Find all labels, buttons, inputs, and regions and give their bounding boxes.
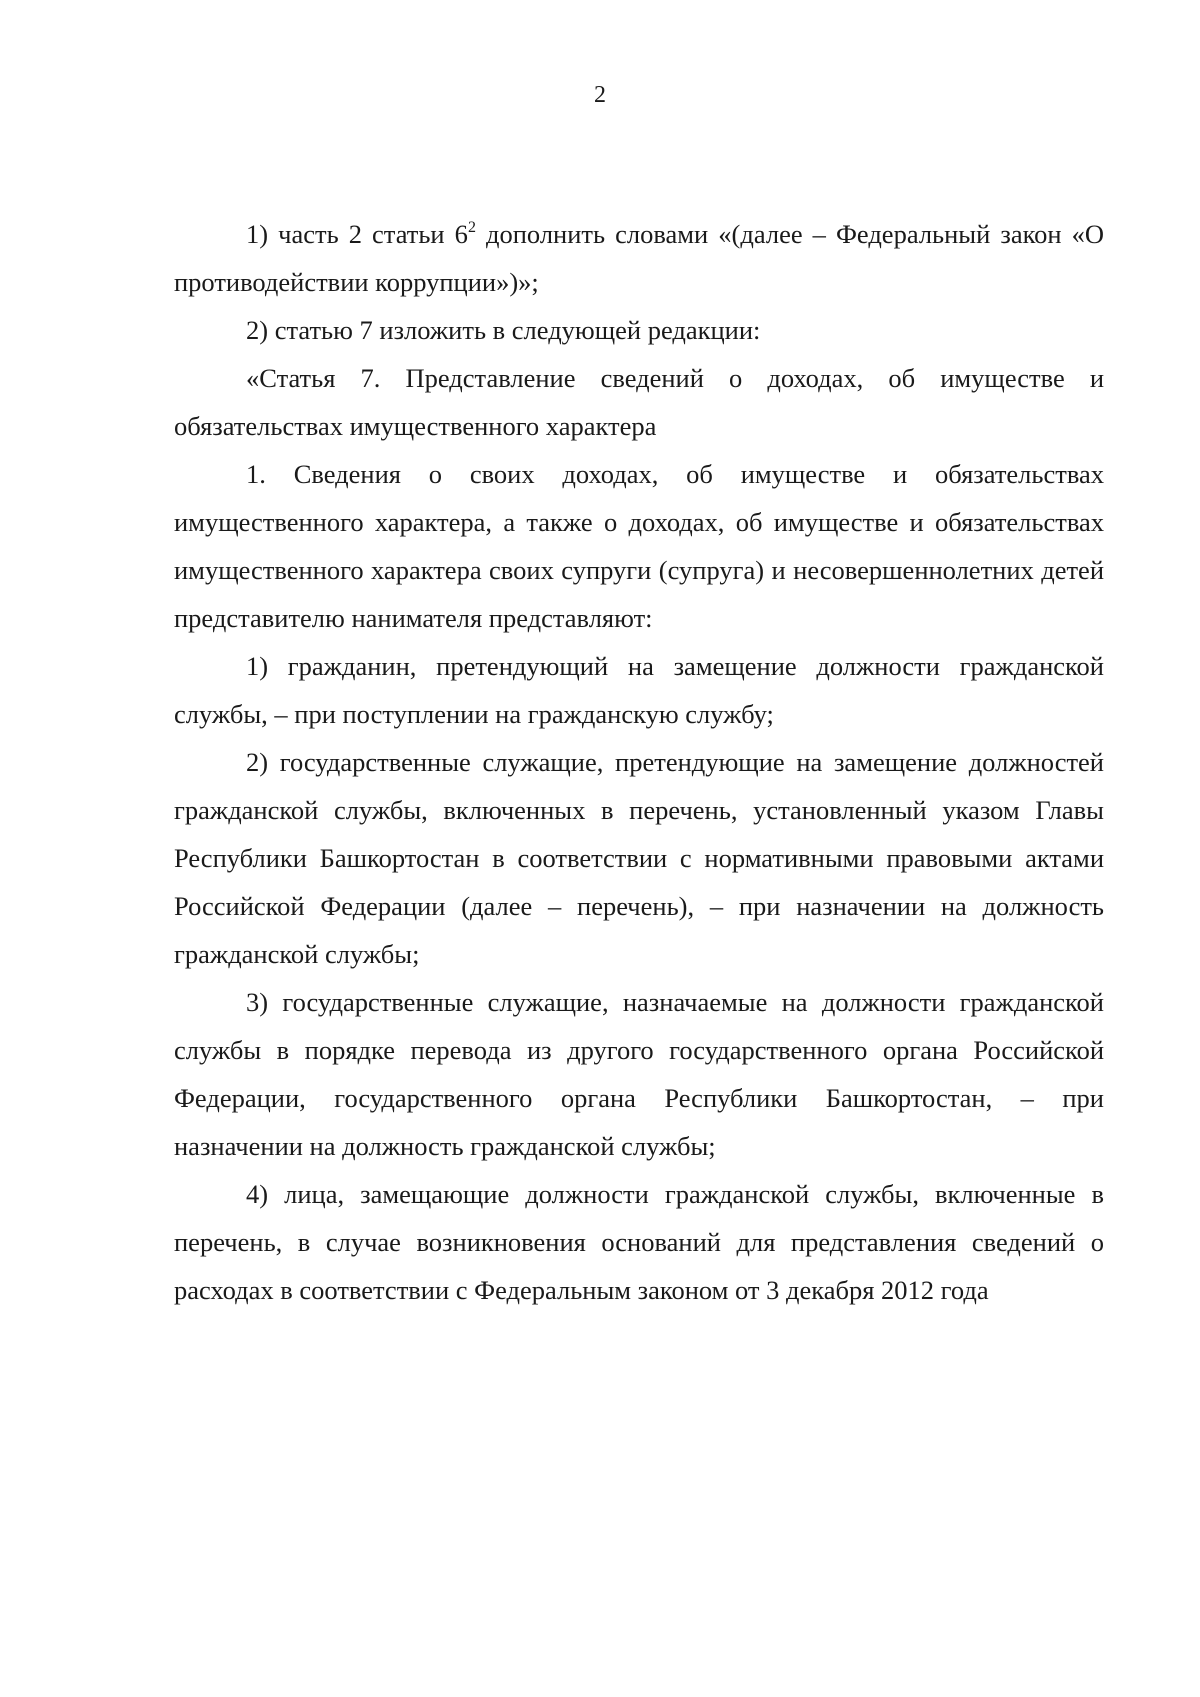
list-item-4 bbox=[174, 1170, 1104, 1314]
superscript-index: 2 bbox=[467, 219, 476, 236]
page-number: 2 bbox=[594, 82, 606, 108]
list-item-1 bbox=[174, 642, 1104, 738]
document-body bbox=[174, 210, 1104, 1314]
paragraph-text: дополнить словами «(далее – Федеральный закон «О противодействии коррупции»)»; bbox=[174, 219, 1104, 297]
paragraph-amend-article-7 bbox=[174, 306, 1104, 354]
paragraph-text: 1. Сведения о своих доходах, об имуществе и обязательствах имущественного характера, а также о доходах, об имуществе и обязательствах имущественного характера своих супруги (супруга) и несовершеннолетних детей представителю нанимателя представляют: bbox=[174, 459, 1104, 633]
paragraph-text: «Статья 7. Представление сведений о доходах, об имуществе и обязательствах имущественного характера bbox=[174, 363, 1104, 441]
list-item-2 bbox=[174, 738, 1104, 978]
article-7-heading bbox=[174, 354, 1104, 450]
paragraph-text: 1) гражданин, претендующий на замещение должности гражданской службы, – при поступлении на гражданскую службу; bbox=[174, 651, 1104, 729]
paragraph-amend-article-6 bbox=[174, 210, 1104, 306]
paragraph-text: 4) лица, замещающие должности гражданской службы, включенные в перечень, в случае возникновения оснований для представления сведений о расходах в соответствии с Федеральным законом от 3 декабря 2012 года bbox=[174, 1179, 1104, 1305]
paragraph-text: 1) часть 2 статьи 6 bbox=[246, 219, 468, 249]
paragraph-text: 3) государственные служащие, назначаемые на должности гражданской службы в порядке перевода из другого государственного органа Российской Федерации, государственного органа Республики Башкортостан, – при назначении на должность гражданской службы; bbox=[174, 987, 1104, 1161]
paragraph-text: 2) государственные служащие, претендующие на замещение должностей гражданской службы, включенных в перечень, установленный указом Главы Республики Башкортостан в соответствии с нормативными правовыми актами Российской Федерации (далее – перечень), – при назначении на должность гражданской службы; bbox=[174, 747, 1104, 969]
list-item-3 bbox=[174, 978, 1104, 1170]
paragraph-text: 2) статью 7 изложить в следующей редакции: bbox=[246, 315, 761, 345]
clause-1-intro bbox=[174, 450, 1104, 642]
